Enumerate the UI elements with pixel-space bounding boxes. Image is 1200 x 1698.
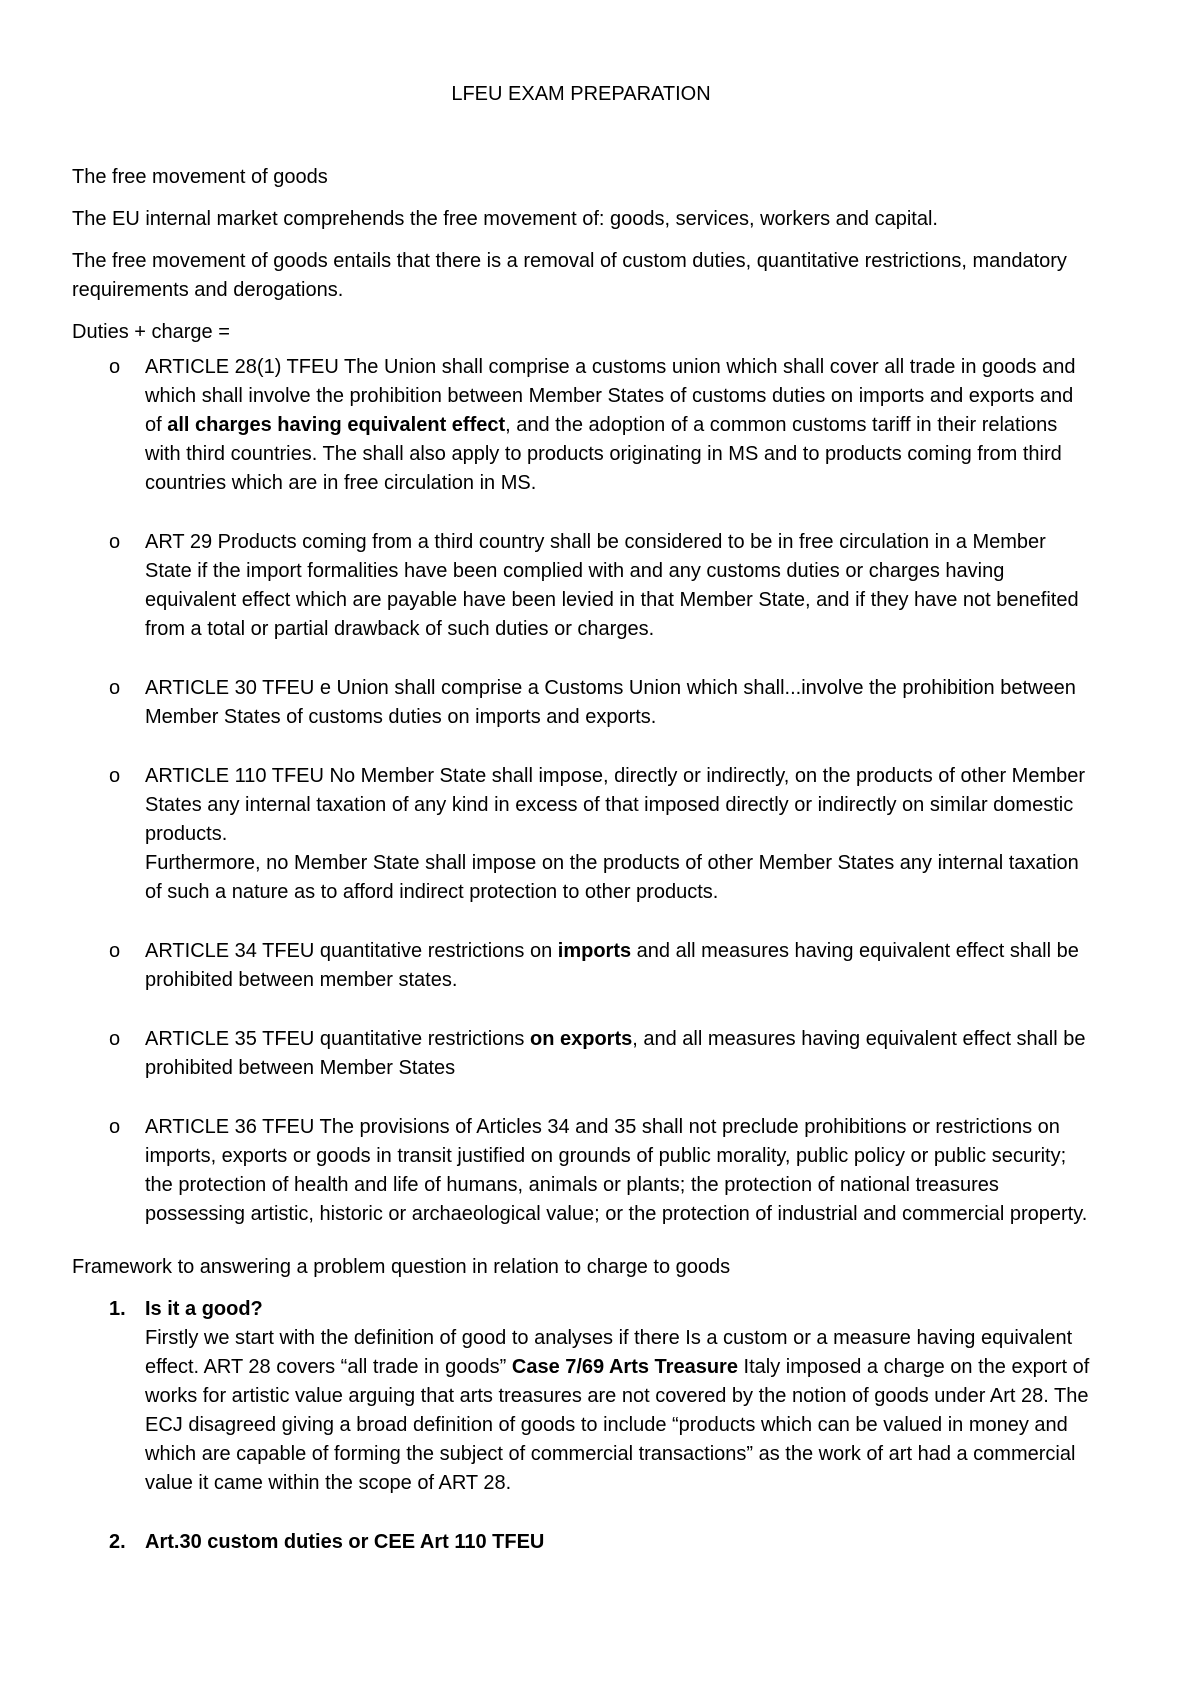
article-34-bold: imports bbox=[557, 940, 632, 962]
article-30-text: ARTICLE 30 TFEU e Union shall comprise a Customs Union which shall...involve the prohibition between Member States of customs duties on imports and exports. bbox=[145, 677, 1076, 728]
article-28-bold: all charges having equivalent effect bbox=[167, 414, 506, 436]
step-1-title: Is it a good? bbox=[145, 1298, 263, 1320]
article-29-text: ART 29 Products coming from a third country shall be considered to be in free circulation in a Member State if the import formalities have been complied with and any customs duties or charges having equivalent effect which are payable have been levied in that Member State, and if they have not benefited from a total or partial drawback of such duties or charges. bbox=[145, 531, 1079, 640]
article-28-item bbox=[72, 353, 1090, 498]
article-36-item bbox=[72, 1113, 1090, 1229]
framework-heading: Framework to answering a problem question in relation to charge to goods bbox=[72, 1256, 731, 1278]
article-36-text: ARTICLE 36 TFEU The provisions of Articles 34 and 35 shall not preclude prohibitions or restrictions on imports, exports or goods in transit justified on grounds of public morality, public policy or public security; the protection of health and life of humans, animals or plants; the protection of national treasures possessing artistic, historic or archaeological value; or the protection of industrial and commercial property. bbox=[145, 1116, 1088, 1225]
bullet-marker: o bbox=[109, 531, 121, 553]
bullet-marker: o bbox=[109, 1116, 121, 1138]
framework-steps bbox=[72, 1295, 1090, 1557]
article-34-text-post: and all measures having equivalent effect shall be prohibited between member states. bbox=[145, 940, 1079, 991]
step-1-case-bold: Case 7/69 Arts Treasure bbox=[511, 1356, 738, 1378]
article-110-item bbox=[72, 762, 1090, 907]
bullet-marker: o bbox=[109, 940, 121, 962]
step-2-item bbox=[72, 1528, 1090, 1557]
step-1-text-pre: Firstly we start with the definition of good to analyses if there Is a custom or a measure having equivalent effect. ART 28 covers “all trade in goods” bbox=[145, 1327, 1073, 1378]
article-list bbox=[72, 353, 1090, 1229]
article-34-item bbox=[72, 937, 1090, 995]
document-title: LFEU EXAM PREPARATION bbox=[451, 83, 711, 105]
article-29-item bbox=[72, 528, 1090, 644]
step-1-text-post: Italy imposed a charge on the export of works for artistic value arguing that arts treasures are not covered by the notion of goods under Art 28. The ECJ disagreed giving a broad definition of goods to include “products which can be valued in money and which are capable of forming the subject of commercial transactions” as the work of art had a commercial value it came within the scope of ART 28. bbox=[145, 1356, 1090, 1494]
article-28-text-post: , and the adoption of a common customs tariff in their relations with third countries. The shall also apply to products originating in MS and to products coming from third countries which are in free circulation in MS. bbox=[145, 414, 1062, 494]
paragraph-internal-market: The EU internal market comprehends the free movement of: goods, services, workers and capital. bbox=[72, 208, 938, 230]
article-28-text-pre: ARTICLE 28(1) TFEU The Union shall comprise a customs union which shall cover all trade in goods and which shall involve the prohibition between Member States of customs duties on imports and exports and of bbox=[145, 356, 1076, 436]
section-heading: The free movement of goods bbox=[72, 166, 328, 188]
step-1-item bbox=[72, 1295, 1090, 1498]
step-number: 2. bbox=[109, 1531, 126, 1553]
article-35-text-post: , and all measures having equivalent effect shall be prohibited between Member States bbox=[145, 1028, 1086, 1079]
article-110-text-1: ARTICLE 110 TFEU No Member State shall impose, directly or indirectly, on the products of other Member States any internal taxation of any kind in excess of that imposed directly or indirectly on similar domestic products. bbox=[145, 765, 1086, 845]
article-35-bold: on exports bbox=[529, 1028, 633, 1050]
step-number: 1. bbox=[109, 1298, 126, 1320]
step-2-title: Art.30 custom duties or CEE Art 110 TFEU bbox=[145, 1531, 545, 1553]
duties-line: Duties + charge = bbox=[72, 321, 230, 343]
article-34-text-pre: ARTICLE 34 TFEU quantitative restrictions on bbox=[145, 940, 558, 962]
bullet-marker: o bbox=[109, 1028, 121, 1050]
article-35-item bbox=[72, 1025, 1090, 1083]
bullet-marker: o bbox=[109, 677, 121, 699]
bullet-marker: o bbox=[109, 356, 121, 378]
article-35-text-pre: ARTICLE 35 TFEU quantitative restrictions bbox=[145, 1028, 530, 1050]
bullet-marker: o bbox=[109, 765, 121, 787]
article-30-item bbox=[72, 674, 1090, 732]
paragraph-free-movement: The free movement of goods entails that there is a removal of custom duties, quantitative restrictions, mandatory requirements and derogations. bbox=[72, 250, 1067, 301]
article-110-text-2: Furthermore, no Member State shall impose on the products of other Member States any internal taxation of such a nature as to afford indirect protection to other products. bbox=[145, 852, 1079, 903]
